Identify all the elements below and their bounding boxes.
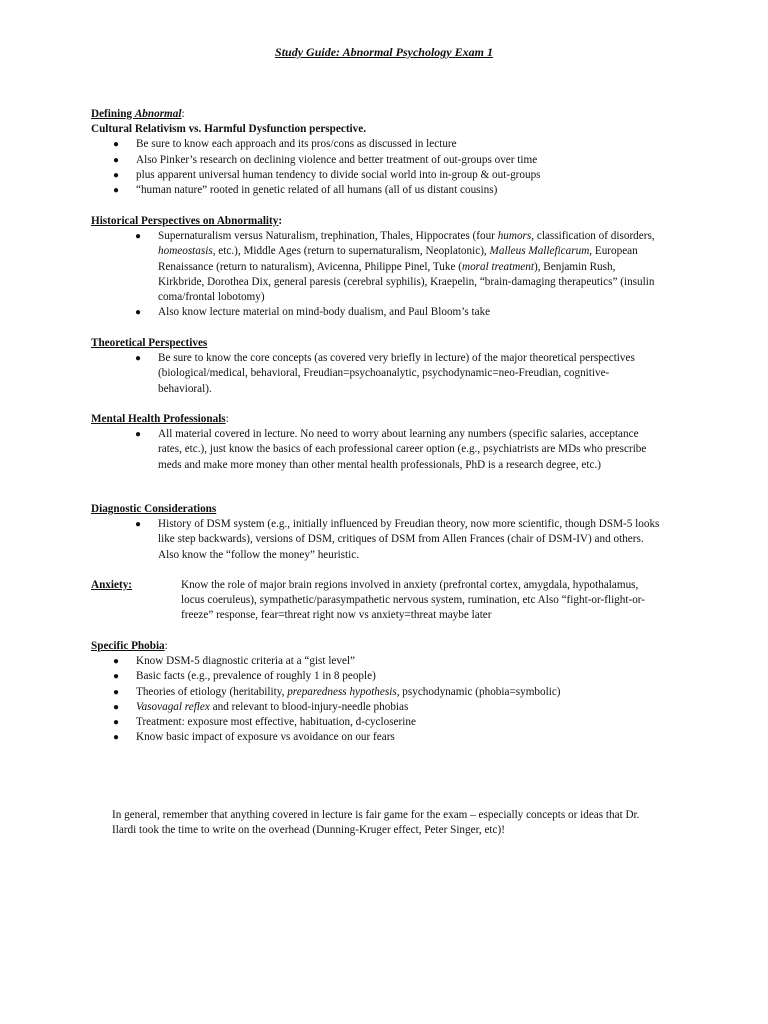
list-item: ● Be sure to know the core concepts (as covered very briefly in lecture) of the major theoretical perspectives (biological/medical, behavioral, Freudian=psychoanalytic, psychodynamic=neo-Freudian, cognitive-behavioral). (135, 352, 635, 395)
section-heading: Specific Phobia: (91, 640, 168, 652)
section-specific-phobia (91, 639, 691, 745)
section-heading: Defining Abnormal: (91, 108, 185, 120)
section-historical (91, 214, 691, 320)
page-title: Study Guide: Abnormal Psychology Exam 1 (275, 45, 493, 59)
list-item: ● All material covered in lecture. No need to worry about learning any numbers (specific salaries, acceptance rates, etc.), just know the basics of each professional career option (e.g., psychiatrists are MDs who prescribe meds and make more money than other mental health professionals, PhD is a research degree, etc.) (135, 428, 647, 471)
list-item: ● Also know lecture material on mind-body dualism, and Paul Bloom’s take (135, 306, 491, 319)
section-diagnostic (91, 502, 691, 563)
section-heading: Mental Health Professionals: (91, 413, 229, 425)
section-defining-abnormal (91, 107, 691, 198)
section-heading: Historical Perspectives on Abnormality: (91, 215, 283, 227)
list-item: ● Be sure to know each approach and its pros/cons as discussed in lecture (113, 138, 457, 151)
section-heading: Diagnostic Considerations (91, 503, 217, 515)
section-heading: Theoretical Perspectives (91, 337, 208, 349)
list-item: ● Know DSM-5 diagnostic criteria at a “gist level” (113, 655, 356, 668)
list-item: ● Supernaturalism versus Naturalism, trephination, Thales, Hippocrates (four humors, classification of disorders, homeostasis, etc.), Middle Ages (return to supernaturalism, Neoplatonic), Malleus Malleficarum, European Renaissance (return to naturalism), Avicenna, Philippe Pinel, Tuke (moral treatment), Benjamin Rush, Kirkbride, Dorothea Dix, general paresis (cerebral syphilis), Kraepelin, “brain-damaging therapeutics” (insulin coma/frontal lobotomy) (135, 230, 655, 304)
list-item: ● Vasovagal reflex and relevant to blood-injury-needle phobias (113, 700, 409, 713)
list-item: ● Know basic impact of exposure vs avoidance on our fears (113, 731, 395, 744)
list-item: ● Basic facts (e.g., prevalence of roughly 1 in 8 people) (113, 670, 376, 683)
section-body: Know the role of major brain regions involved in anxiety (prefrontal cortex, amygdala, hypothalamus, locus coeruleus), sympathetic/parasympathetic nervous system, rumination, etc Also “fight-or-flight-or-freeze” response, fear=threat right now vs anxiety=threat maybe later (181, 579, 646, 622)
section-subheading: Cultural Relativism vs. Harmful Dysfunction perspective. (91, 123, 367, 136)
section-theoretical (91, 336, 691, 397)
list-item: ● Treatment: exposure most effective, habituation, d-cycloserine (113, 716, 416, 729)
list-item: ● History of DSM system (e.g., initially influenced by Freudian theory, now more scientific, though DSM-5 looks like step backwards), versions of DSM, critiques of DSM from Allen Frances (chair of DSM-IV) and others. Also know the “follow the money” heuristic. (135, 518, 660, 561)
list-item: ● plus apparent universal human tendency to divide social world into in-group & out-groups (113, 168, 541, 181)
list-item: ● Also Pinker’s research on declining violence and better treatment of out-groups over time (113, 153, 538, 166)
closing-note: In general, remember that anything covered in lecture is fair game for the exam – especially concepts or ideas that Dr. Ilardi took the time to write on the overhead (Dunning-Kruger effect, Peter Singer, etc)! (112, 809, 640, 837)
list-item: ● “human nature” rooted in genetic related of all humans (all of us distant cousins) (113, 184, 498, 197)
section-mental-health (91, 412, 691, 473)
section-heading: Anxiety: (91, 579, 133, 591)
list-item: ● Theories of etiology (heritability, preparedness hypothesis, psychodynamic (phobia=symbolic) (113, 685, 561, 698)
section-anxiety (91, 578, 691, 626)
